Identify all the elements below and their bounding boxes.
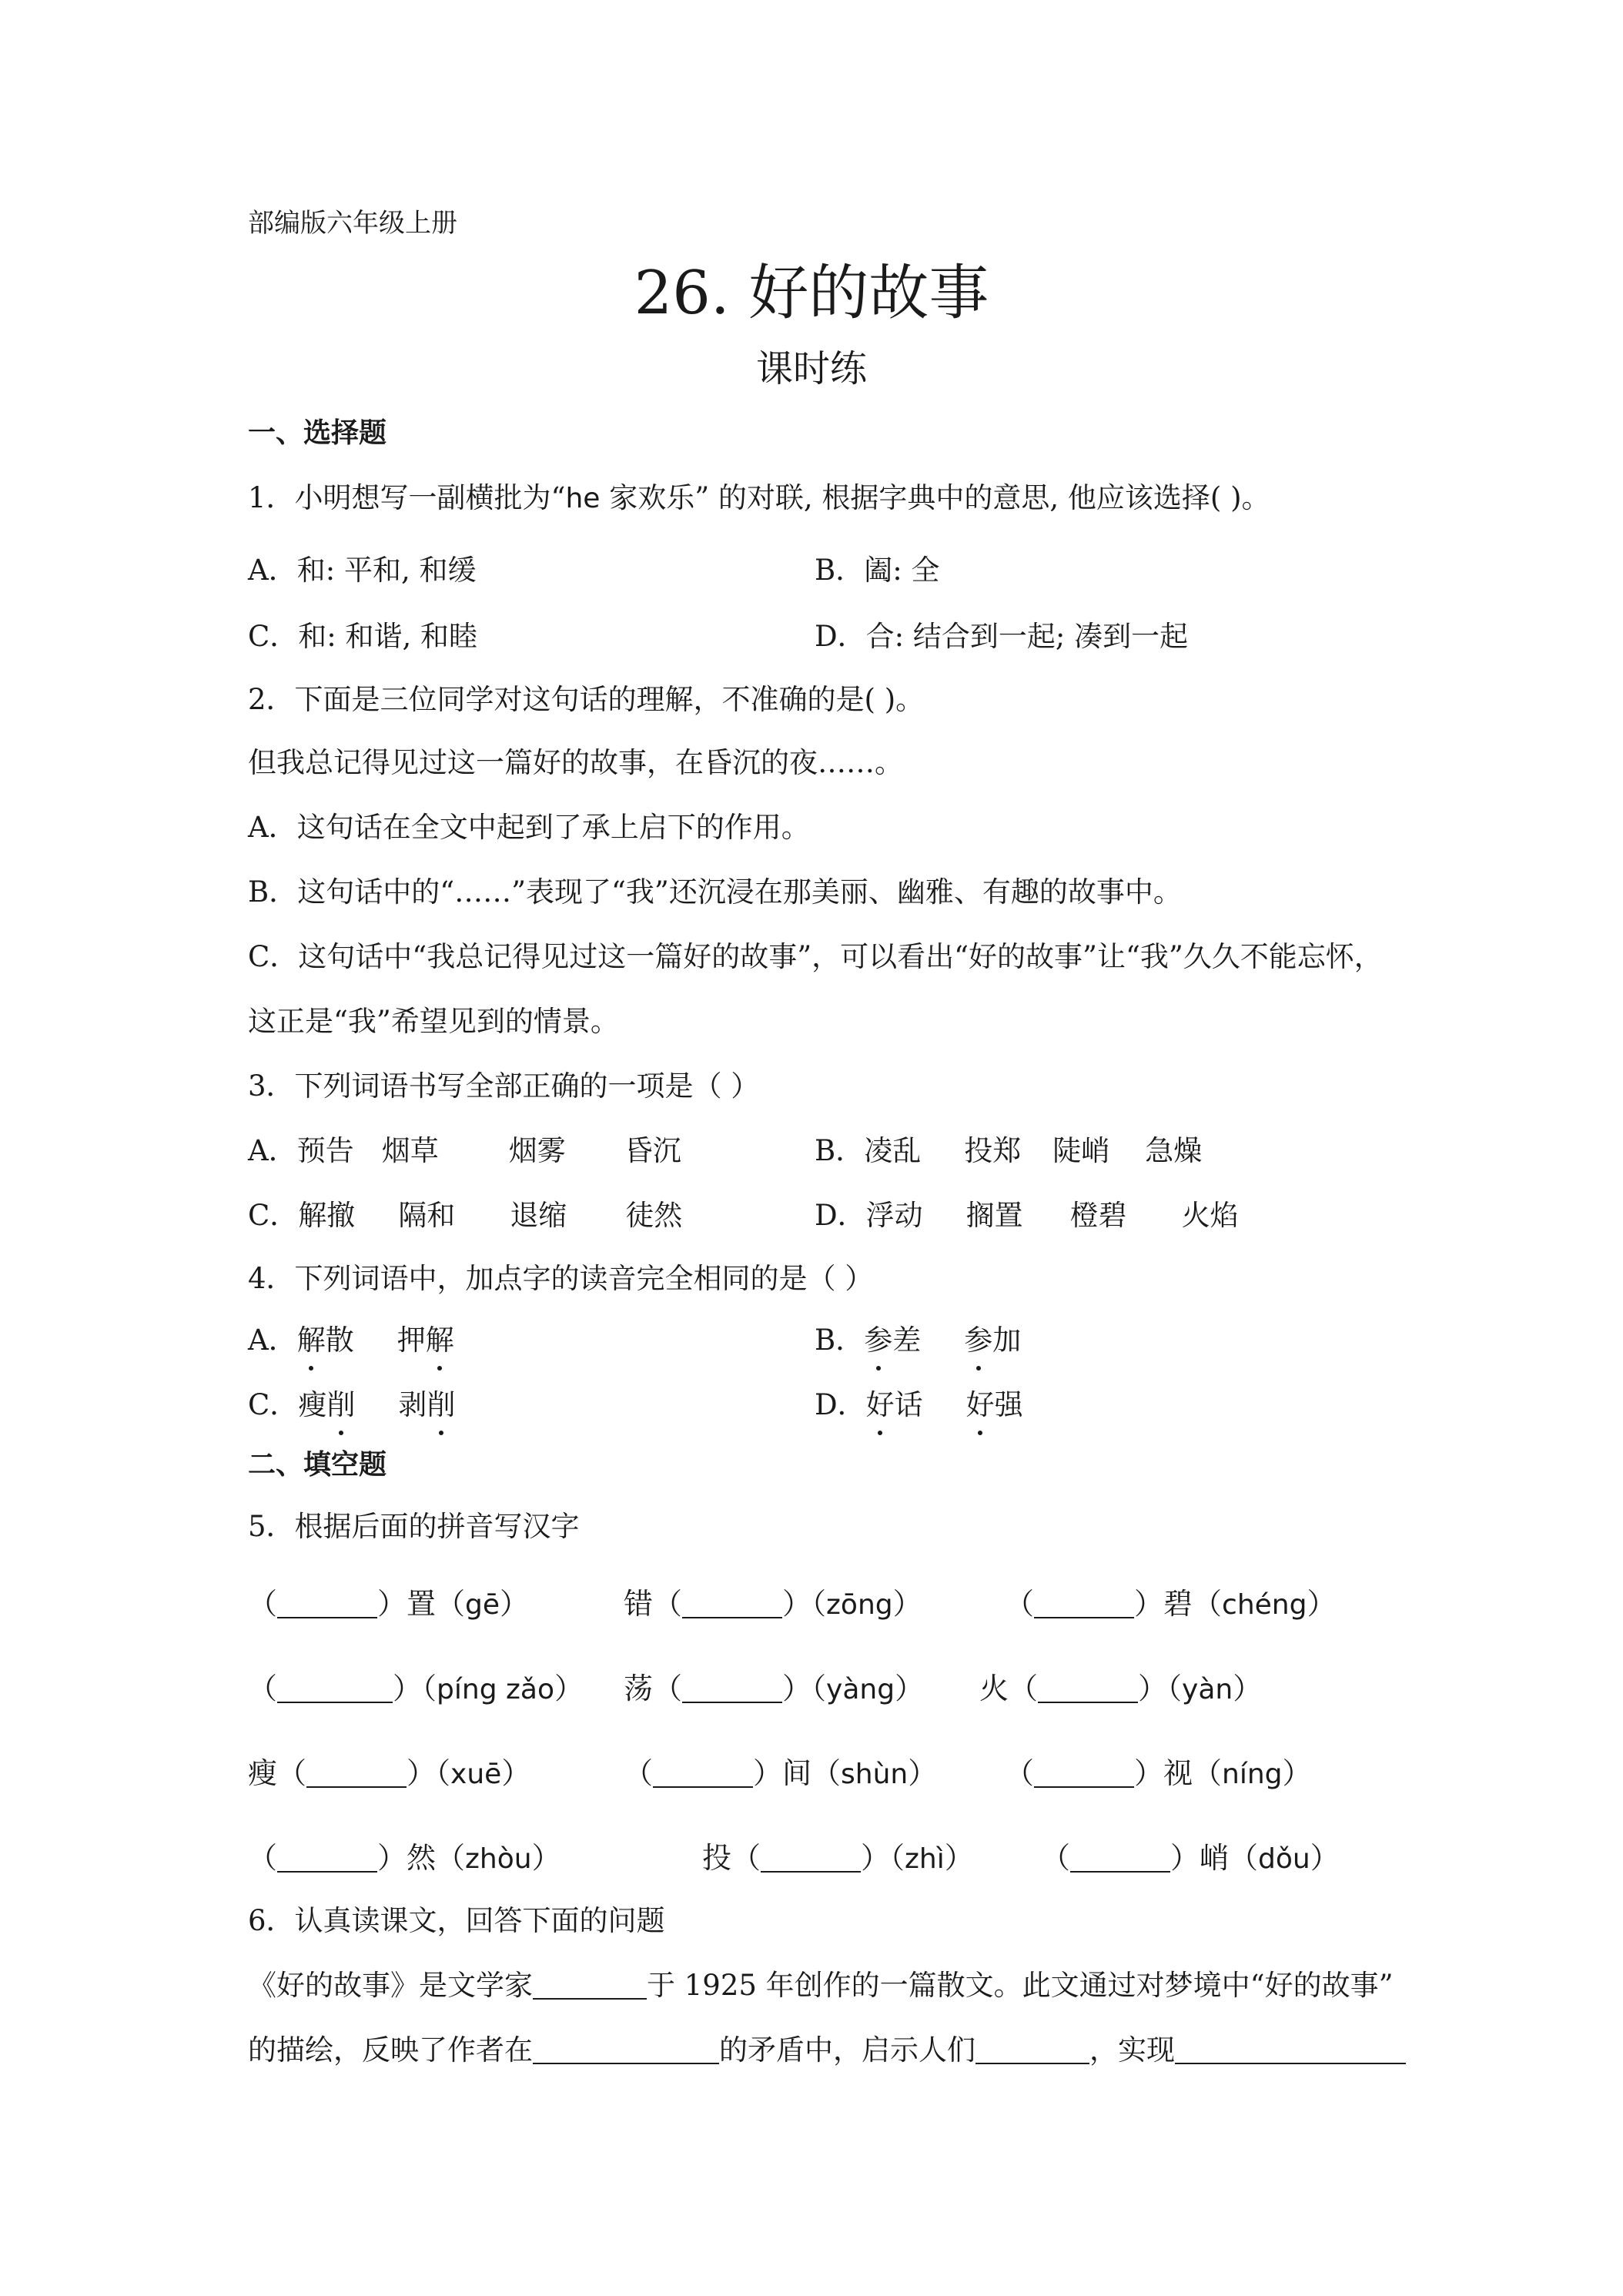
- dotted-char: 削: [427, 1387, 455, 1423]
- q3-d-word: 浮动: [865, 1199, 923, 1232]
- q4-option-d: [815, 1387, 1023, 1423]
- fill-text: ）: [531, 1841, 561, 1875]
- q3-c-label: C．: [248, 1199, 299, 1232]
- fill-text: （: [1005, 1756, 1035, 1790]
- fill-text: ）: [1233, 1672, 1263, 1705]
- dotted-char: 解: [426, 1323, 454, 1358]
- fill-text: 投（: [702, 1841, 761, 1875]
- page-subtitle: 课时练: [755, 347, 867, 390]
- q4-char: 剥: [398, 1388, 427, 1421]
- answer-blank[interactable]: [1038, 1672, 1138, 1703]
- fill-text: （: [248, 1672, 278, 1705]
- q4-option-a: [248, 1323, 454, 1358]
- q3-c-word: 徒然: [625, 1199, 683, 1232]
- fill-text: ）碧（: [1134, 1587, 1223, 1621]
- q4-option-b: [815, 1323, 1021, 1358]
- q3-option-a: [248, 1133, 681, 1169]
- dotted-char: 削: [326, 1387, 355, 1423]
- q2-option-a: A．这句话在全文中起到了承上启下的作用。: [248, 811, 810, 844]
- fill-text: ）（: [393, 1672, 437, 1705]
- q3-c-word: 退缩: [510, 1199, 567, 1232]
- dotted-char: 参: [864, 1323, 892, 1358]
- q3-a-label: A．: [248, 1134, 297, 1167]
- q3-b-word: 凌乱: [864, 1134, 922, 1167]
- pinyin-item: [702, 1834, 974, 1876]
- q4-char: 强: [994, 1388, 1023, 1421]
- question-5-stem: 5．根据后面的拼音写汉字: [248, 1510, 580, 1543]
- fill-text: 瘦（: [248, 1756, 307, 1790]
- fill-text: ）峭（: [1170, 1841, 1259, 1875]
- q4-char: 话: [894, 1388, 923, 1421]
- q4-char: 散: [325, 1324, 354, 1357]
- question-3-stem: 3．下列词语书写全部正确的一项是（ ）: [248, 1069, 760, 1103]
- fill-text: （: [1041, 1841, 1071, 1875]
- answer-blank[interactable]: [682, 1672, 782, 1703]
- pinyin-text: zhì: [905, 1843, 945, 1875]
- pinyin-text: shùn: [841, 1759, 909, 1790]
- q3-a-word: 昏沉: [624, 1134, 681, 1167]
- answer-blank[interactable]: [1034, 1757, 1134, 1788]
- fill-text: ）: [892, 1587, 922, 1621]
- fill-text: ）（: [861, 1841, 905, 1875]
- q1-stem-pre: 1．小明想写一副横批为“: [248, 481, 566, 514]
- fill-text: ）（: [782, 1672, 827, 1705]
- answer-blank[interactable]: [277, 1672, 393, 1703]
- pinyin-text: zhòu: [465, 1843, 532, 1875]
- question-2-quote: 但我总记得见过这一篇好的故事，在昏沉的夜……。: [248, 746, 903, 779]
- q3-b-label: B．: [815, 1134, 865, 1167]
- fill-text: 错（: [624, 1587, 683, 1621]
- answer-blank[interactable]: [533, 2034, 719, 2064]
- q1-option-d: D．合: 结合到一起; 凑到一起: [815, 620, 1189, 653]
- q2-option-c-line1: C．这句话中“我总记得见过这一篇好的故事”，可以看出“好的故事”让“我”久久不能忘怀，: [248, 940, 1383, 973]
- dotted-char: 参: [964, 1323, 992, 1358]
- q4-b-label: B．: [815, 1324, 865, 1357]
- pinyin-item: [1005, 1749, 1312, 1792]
- fill-text: ）（: [407, 1756, 451, 1790]
- fill-text: ）: [501, 1756, 531, 1790]
- q4-option-c: [248, 1387, 455, 1423]
- q3-d-word: 搁置: [965, 1199, 1023, 1232]
- question-2-stem: 2．下面是三位同学对这句话的理解，不准确的是( )。: [248, 683, 925, 716]
- q6-text: 的矛盾中，启示人们: [719, 2033, 975, 2067]
- pinyin-text: gē: [465, 1589, 500, 1621]
- pinyin-text: xuē: [450, 1759, 502, 1790]
- q4-char: 差: [892, 1324, 922, 1357]
- fill-text: （: [624, 1756, 654, 1790]
- pinyin-item: [979, 1665, 1262, 1707]
- series-label: 部编版六年级上册: [248, 208, 457, 239]
- q4-c-label: C．: [248, 1388, 299, 1421]
- fill-text: 荡（: [624, 1672, 683, 1705]
- q6-paragraph-line2: [248, 2033, 1406, 2068]
- q1-option-a: A．和: 平和, 和缓: [248, 554, 477, 587]
- answer-blank[interactable]: [1175, 2034, 1406, 2064]
- q1-option-c: C．和: 和谐, 和睦: [248, 620, 478, 653]
- fill-text: （: [248, 1587, 278, 1621]
- fill-text: ）（: [782, 1587, 827, 1621]
- pinyin-item: [248, 1834, 561, 1876]
- fill-text: ）视（: [1134, 1756, 1223, 1790]
- pinyin-item: [1005, 1580, 1336, 1622]
- q1-stem-pinyin: he: [565, 483, 601, 514]
- answer-blank[interactable]: [682, 1588, 782, 1618]
- fill-text: ）间（: [753, 1756, 842, 1790]
- fill-text: ）: [554, 1672, 584, 1705]
- q3-d-word: 火焰: [1181, 1199, 1239, 1232]
- q3-d-label: D．: [815, 1199, 866, 1232]
- fill-text: ）: [1307, 1587, 1337, 1621]
- answer-blank[interactable]: [533, 1970, 647, 2000]
- section-heading-fill: 二、填空题: [248, 1449, 387, 1481]
- answer-blank[interactable]: [975, 2034, 1089, 2064]
- pinyin-item: [248, 1580, 529, 1622]
- q3-c-word: 隔和: [398, 1199, 456, 1232]
- q1-stem-post: 家欢乐” 的对联, 根据字典中的意思, 他应该选择( )。: [600, 481, 1270, 514]
- q3-b-word: 陡峭: [1052, 1134, 1110, 1167]
- page-title: 26. 好的故事: [634, 259, 989, 328]
- question-1-stem: [248, 480, 1270, 516]
- answer-blank[interactable]: [277, 1842, 377, 1873]
- pinyin-item: [624, 1665, 924, 1707]
- q6-text: 的描绘，反映了作者在: [248, 2033, 533, 2067]
- q3-b-word: 投郑: [964, 1134, 1022, 1167]
- fill-text: ）: [944, 1841, 974, 1875]
- q4-char: 瘦: [298, 1388, 327, 1421]
- q1-option-b: B．阖: 全: [815, 554, 940, 587]
- fill-text: ）: [908, 1756, 938, 1790]
- fill-text: ）: [1282, 1756, 1312, 1790]
- q3-b-word: 急燥: [1145, 1134, 1203, 1167]
- q6-paragraph-line1: [248, 1968, 1394, 2003]
- answer-blank[interactable]: [653, 1757, 753, 1788]
- q4-a-label: A．: [248, 1324, 297, 1357]
- answer-blank[interactable]: [306, 1757, 407, 1788]
- pinyin-item: [248, 1665, 584, 1707]
- answer-blank[interactable]: [277, 1588, 377, 1618]
- fill-text: （: [1005, 1587, 1035, 1621]
- q3-a-word: 烟雾: [508, 1134, 566, 1167]
- section-heading-choice: 一、选择题: [248, 417, 387, 449]
- pinyin-item: [248, 1749, 530, 1792]
- q3-c-word: 解撤: [298, 1199, 356, 1232]
- fill-text: ）: [1310, 1841, 1340, 1875]
- q6-text: 《好的故事》是文学家: [248, 1969, 533, 2002]
- pinyin-text: zōng: [826, 1589, 893, 1621]
- q3-d-word: 橙碧: [1069, 1199, 1127, 1232]
- fill-text: ）然（: [377, 1841, 466, 1875]
- q3-option-b: [815, 1133, 1202, 1169]
- fill-text: 火（: [979, 1672, 1039, 1705]
- fill-text: ）: [895, 1672, 925, 1705]
- pinyin-text: yàng: [826, 1674, 895, 1705]
- q4-char: 押: [397, 1324, 426, 1357]
- dotted-char: 好: [866, 1387, 895, 1423]
- answer-blank[interactable]: [761, 1842, 861, 1873]
- answer-blank[interactable]: [1034, 1588, 1134, 1618]
- q4-char: 加: [992, 1324, 1022, 1357]
- pinyin-text: níng: [1222, 1759, 1283, 1790]
- q6-text: 于 1925 年创作的一篇散文。此文通过对梦境中“好的故事”: [647, 1969, 1394, 2002]
- q2-option-c-line2: 这正是“我”希望见到的情景。: [248, 1005, 619, 1038]
- q3-option-d: [815, 1198, 1239, 1233]
- question-6-stem: 6．认真读课文，回答下面的问题: [248, 1904, 665, 1937]
- pinyin-text: píng zǎo: [437, 1674, 554, 1705]
- fill-text: ）置（: [377, 1587, 466, 1621]
- q4-d-label: D．: [815, 1388, 866, 1421]
- fill-text: （: [248, 1841, 278, 1875]
- pinyin-text: chéng: [1222, 1589, 1307, 1621]
- pinyin-item: [624, 1749, 937, 1792]
- dotted-char: 解: [297, 1323, 326, 1358]
- q6-text: ，实现: [1089, 2033, 1175, 2067]
- pinyin-item: [1041, 1834, 1340, 1876]
- q2-option-b: B．这句话中的“……”表现了“我”还沉浸在那美丽、幽雅、有趣的故事中。: [248, 875, 1182, 909]
- q3-a-word: 烟草: [381, 1134, 439, 1167]
- question-4-stem: 4．下列词语中，加点字的读音完全相同的是（ ）: [248, 1262, 874, 1295]
- pinyin-text: dǒu: [1258, 1843, 1310, 1875]
- pinyin-text: yàn: [1182, 1674, 1233, 1705]
- answer-blank[interactable]: [1070, 1842, 1170, 1873]
- pinyin-item: [624, 1580, 922, 1622]
- dotted-char: 好: [966, 1387, 995, 1423]
- q3-a-word: 预告: [296, 1134, 354, 1167]
- fill-text: ）（: [1138, 1672, 1183, 1705]
- q3-option-c: [248, 1198, 682, 1233]
- fill-text: ）: [500, 1587, 530, 1621]
